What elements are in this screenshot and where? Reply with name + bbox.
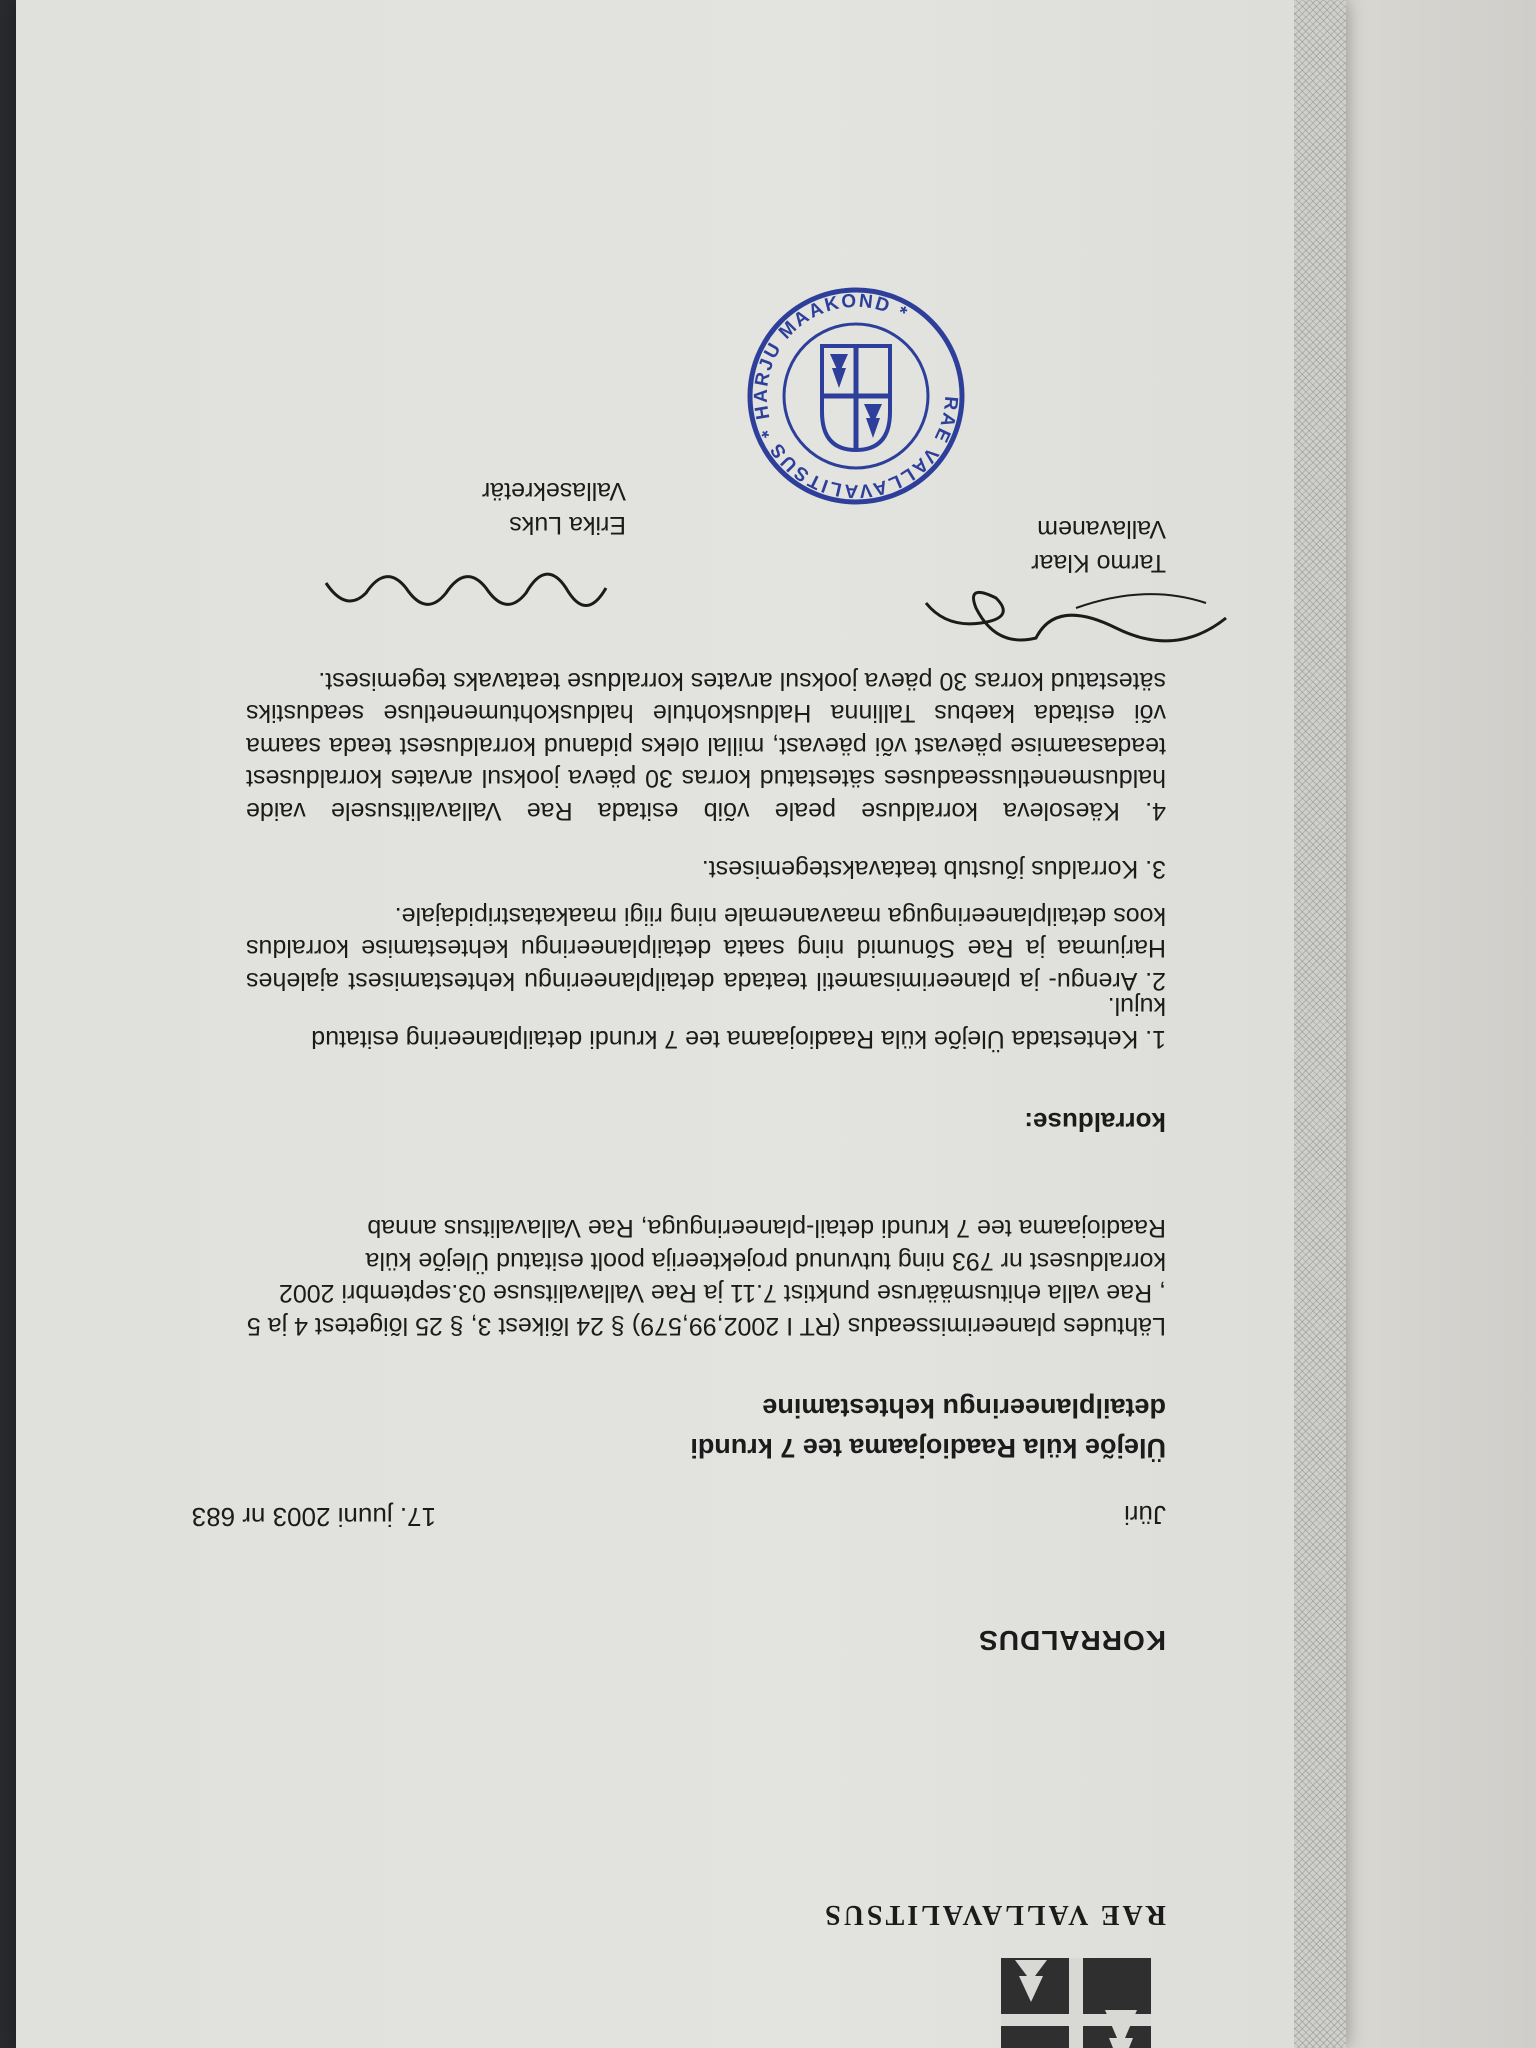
document-title: Ülejõe küla Raadiojaama tee 7 krundi detailplaneeringu kehtestamine	[690, 1393, 1166, 1463]
official-stamp-icon	[744, 284, 968, 508]
decision-item-4: 4. Käesoleva korralduse peale võib esitada Rae Vallavalitsusele vaide haldusmenetlusseaduses sätestatud korras 30 päeva jooksul arvates korraldusest teadasaamise päevast või päevast, millal oleks pidanud korraldusest teada saama või esitada kaebus Tallinna Halduskohtule halduskohtumenetluse seadustiks sätestatud korras 30 päeva jooksul arvates korralduse teatavaks tegemisest.	[246, 667, 1166, 825]
coat-of-arms-icon	[991, 1958, 1161, 2048]
signatory-name: Tarmo Klaar	[1031, 549, 1166, 577]
decision-item-2: 2. Arengu- ja planeerimisametil teatada detailplaneeringu kehtestamisest ajalehes Harjumaa ja Rae Sõnumid ning saata detailplaneeringu kehtestamise korraldus koos detailplaneeringuga maavanemale ning riigi maakatastripidajale.	[246, 902, 1166, 995]
guilloche-border	[1294, 0, 1346, 2048]
document-type: KORRALDUS	[978, 1625, 1166, 1656]
document-content	[36, 0, 1256, 2048]
mayor-signature-icon	[916, 568, 1236, 678]
signatory-role: Vallavanem	[1037, 515, 1166, 543]
preamble-paragraph: Lähtudes planeerimisseadus (RT I 2002,99,579) § 24 lõikest 3, § 25 lõigetest 4 ja 5 , Rae valla ehitusmäärusе punktist 7.11 ja Rae Vallavalitsuse 03.septembri 2002 korraldusest nr 793 ning tutvunud projekteerija poolt esitatud Ülejõe küla Raadiojaama tee 7 krundi detail-planeeringuga, Rae Vallavalitsus annab	[246, 1214, 1166, 1340]
stamp-text: RAE VALLAVALITSUS * HARJU MAAKOND *	[750, 290, 962, 502]
decision-item-1: 1. Kehtestada Ülejõe küla Raadiojaama tee 7 krundi detailplaneering esitatud kujul.	[311, 992, 1166, 1053]
document-sheet	[16, 0, 1346, 2048]
date-number: 17. juuni 2003 nr 683	[191, 1502, 436, 1532]
signatory-role: Vallasekretär	[481, 477, 626, 505]
organization-name: RAE VALLAVALITSUS	[822, 1899, 1166, 1930]
decision-item-3: 3. Korraldus jõustub teatavakstegemisest.	[701, 855, 1166, 883]
place: Jüri	[1124, 1500, 1166, 1530]
secretary-signature-icon	[316, 548, 616, 628]
signatory-name: Erika Luks	[509, 511, 626, 539]
decision-heading: korralduse:	[1024, 1107, 1166, 1137]
signatory-secretary	[482, 474, 626, 542]
